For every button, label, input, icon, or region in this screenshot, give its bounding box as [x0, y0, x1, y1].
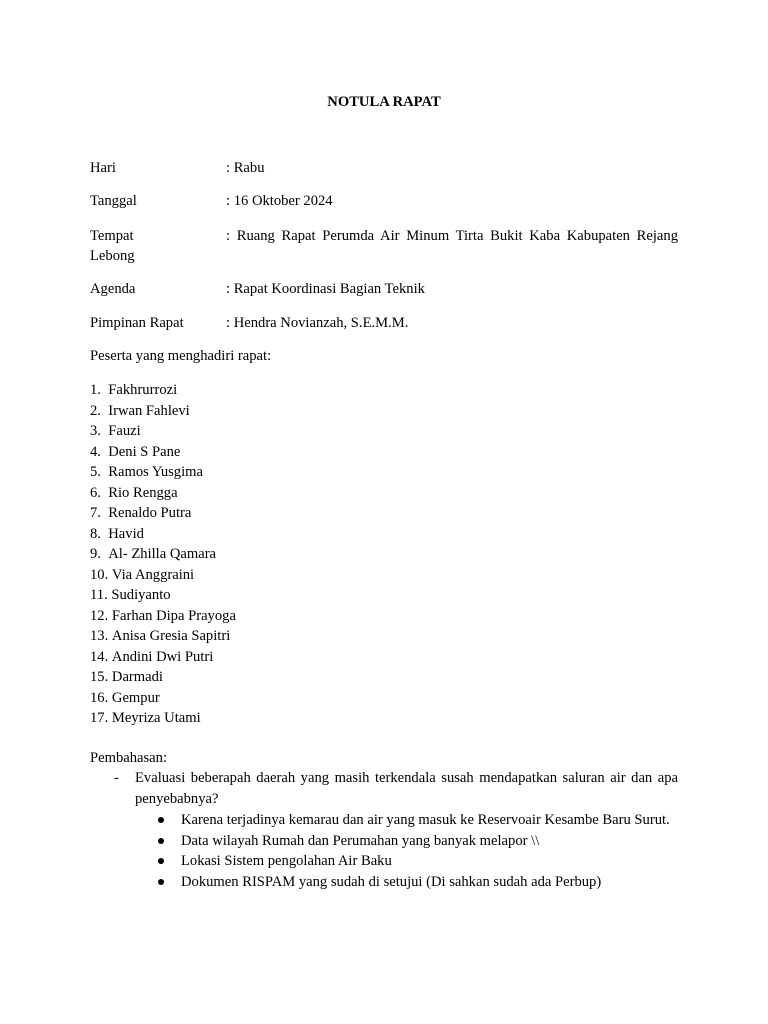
list-item	[158, 872, 678, 893]
bullet-icon	[158, 838, 164, 844]
list-item	[90, 585, 236, 606]
bullet-icon	[158, 879, 164, 885]
participant-name: Havid	[108, 525, 144, 542]
field-label-tempat: Tempat	[90, 228, 134, 244]
list-item	[158, 831, 678, 852]
participant-name: Al- Zhilla Qamara	[108, 546, 217, 562]
discussion-bullets	[158, 810, 678, 892]
bullet-text: Lokasi Sistem pengolahan Air Baku	[181, 853, 392, 869]
participant-name: Darmadi	[111, 669, 163, 685]
list-item	[90, 462, 236, 483]
list-number: 6.	[90, 484, 101, 501]
participant-name: Rio Rengga	[108, 484, 178, 501]
list-number: 7.	[90, 505, 101, 521]
field-value-pimpinan: : Hendra Novianzah, S.E.M.M.	[226, 315, 409, 331]
list-number: 8.	[90, 525, 101, 542]
participant-name: Fakhrurrozi	[108, 382, 178, 398]
bullet-icon	[158, 858, 164, 864]
list-number: 15.	[90, 669, 109, 685]
list-item	[158, 851, 678, 872]
list-number: 2.	[90, 402, 101, 419]
list-item	[90, 503, 236, 524]
document-title: NOTULA RAPAT	[327, 94, 441, 110]
list-number: 1.	[90, 382, 101, 398]
field-value-tempat-line1: : Ruang Rapat Perumda Air Minum Tirta Bukit Kaba Kabupaten Rejang	[226, 228, 678, 244]
list-item	[90, 708, 236, 729]
list-item	[90, 626, 236, 647]
list-item	[90, 524, 236, 545]
list-item	[90, 565, 236, 586]
discussion-point-text: Evaluasi beberapah daerah yang masih terkendala susah mendapatkan saluran air dan apa penyebabnya?	[135, 770, 678, 807]
list-number: 13.	[90, 628, 109, 644]
list-number: 16.	[90, 689, 109, 706]
list-item	[90, 544, 236, 565]
list-number: 9.	[90, 546, 101, 562]
list-item	[90, 647, 236, 668]
participant-name: Gempur	[111, 689, 160, 706]
list-item	[90, 442, 236, 463]
list-item	[158, 810, 678, 831]
bullet-text: Karena terjadinya kemarau dan air yang masuk ke Reservoair Kesambe Baru Surut.	[181, 812, 670, 828]
participant-name: Andini Dwi Putri	[111, 648, 214, 665]
field-value-tanggal: : 16 Oktober 2024	[226, 193, 333, 209]
field-label-pimpinan: Pimpinan Rapat	[90, 315, 184, 331]
list-number: 17.	[90, 710, 109, 726]
list-number: 3.	[90, 423, 101, 439]
participant-name: Via Anggraini	[111, 566, 195, 583]
participant-name: Anisa Gresia Sapitri	[111, 628, 231, 644]
bullet-text: Data wilayah Rumah dan Perumahan yang banyak melapor \\	[181, 832, 540, 849]
list-item	[90, 401, 236, 422]
field-label-hari: Hari	[90, 160, 116, 176]
list-item	[90, 688, 236, 709]
list-number: 12.	[90, 607, 109, 624]
field-value-tempat-line2: Lebong	[90, 248, 135, 264]
dash-marker: -	[114, 770, 119, 786]
participant-name: Renaldo Putra	[108, 505, 192, 521]
participant-name: Farhan Dipa Prayoga	[111, 607, 236, 624]
list-number: 4.	[90, 443, 101, 460]
list-item	[90, 483, 236, 504]
pembahasan-heading: Pembahasan:	[90, 750, 168, 766]
list-item	[90, 667, 236, 688]
list-number: 5.	[90, 464, 101, 480]
field-value-hari: : Rabu	[226, 160, 265, 176]
peserta-heading: Peserta yang menghadiri rapat:	[90, 348, 272, 364]
participant-name: Ramos Yusgima	[108, 464, 203, 480]
participant-name: Irwan Fahlevi	[108, 402, 190, 419]
participant-name: Deni S Pane	[108, 443, 181, 460]
list-item	[90, 380, 236, 401]
participant-name: Meyriza Utami	[111, 710, 201, 726]
list-number: 10.	[90, 566, 109, 583]
field-value-agenda: : Rapat Koordinasi Bagian Teknik	[226, 281, 425, 297]
list-item	[90, 421, 236, 442]
field-label-agenda: Agenda	[90, 281, 136, 297]
bullet-icon	[158, 817, 164, 823]
field-label-tanggal: Tanggal	[90, 193, 137, 209]
participant-name: Fauzi	[108, 423, 141, 439]
participant-name: Sudiyanto	[111, 587, 171, 603]
list-number: 14.	[90, 648, 109, 665]
bullet-text: Dokumen RISPAM yang sudah di setujui (Di sahkan sudah ada Perbup)	[181, 873, 602, 890]
list-number: 11.	[90, 587, 108, 603]
list-item	[90, 606, 236, 627]
peserta-list	[90, 380, 236, 729]
